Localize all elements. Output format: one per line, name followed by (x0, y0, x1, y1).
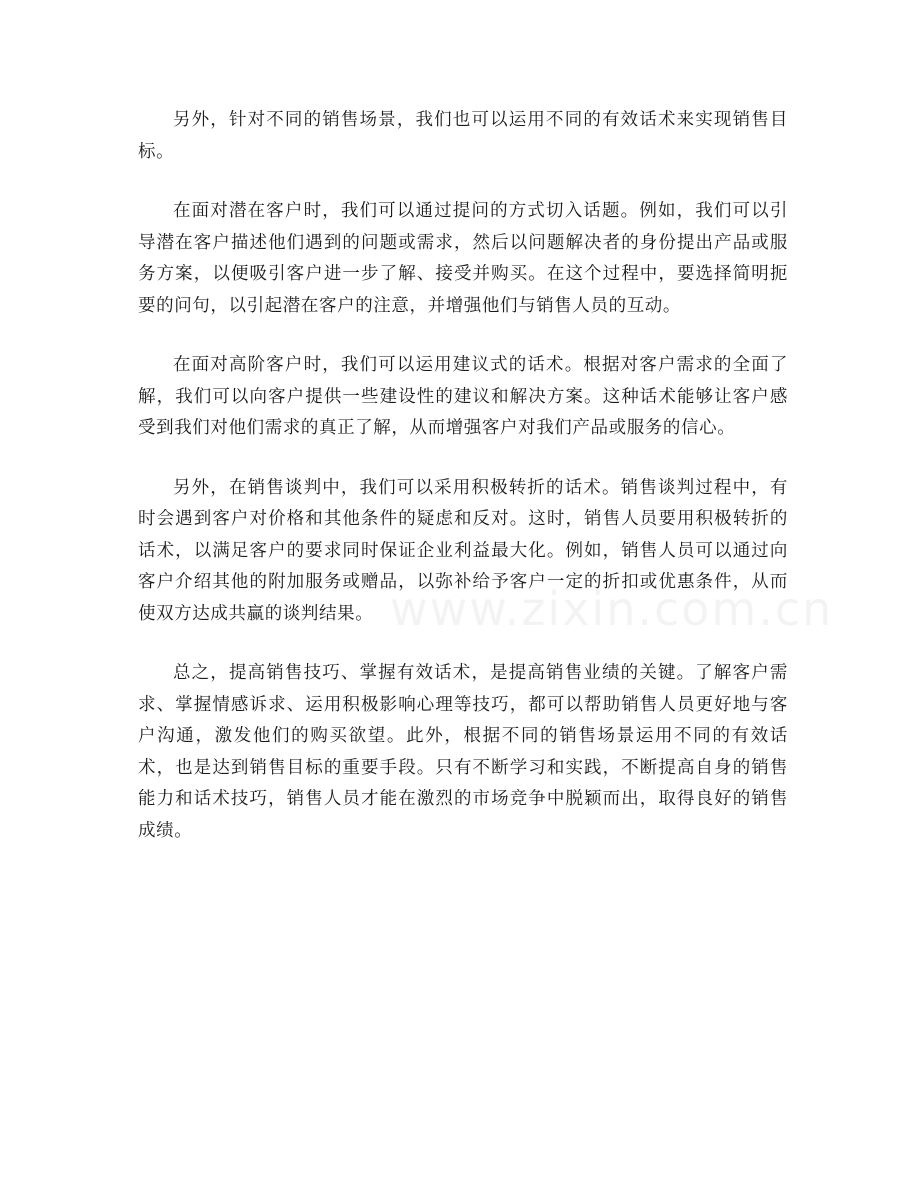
paragraph-4: 另外，在销售谈判中，我们可以采用积极转折的话术。销售谈判过程中，有时会遇到客户对价格和其他条件的疑虑和反对。这时，销售人员要用积极转折的话术，以满足客户的要求同时保证企业利益最大化。例如，销售人员可以通过向客户介绍其他的附加服务或赠品，以弥补给予客户一定的折扣或优惠条件，从而使双方达成共赢的谈判结果。 (138, 477, 788, 624)
paragraph-2: 在面对潜在客户时，我们可以通过提问的方式切入话题。例如，我们可以引导潜在客户描述他们遇到的问题或需求，然后以问题解决者的身份提出产品或服务方案，以便吸引客户进一步了解、接受并购买。在这个过程中，要选择简明扼要的问句，以引起潜在客户的注意，并增强他们与销售人员的互动。 (138, 201, 788, 316)
paragraph-3: 在面对高阶客户时，我们可以运用建议式的话术。根据对客户需求的全面了解，我们可以向客户提供一些建设性的建议和解决方案。这种话术能够让客户感受到我们对他们需求的真正了解，从而增强客户对我们产品或服务的信心。 (138, 355, 788, 438)
paragraph-1: 另外，针对不同的销售场景，我们也可以运用不同的有效话术来实现销售目标。 (138, 110, 788, 162)
watermark (390, 582, 833, 636)
document-body (138, 105, 788, 875)
paragraph-5: 总之，提高销售技巧、掌握有效话术，是提高销售业绩的关键。了解客户需求、掌握情感诉求、运用积极影响心理等技巧，都可以帮助销售人员更好地与客户沟通，激发他们的购买欲望。此外，根据不同的销售场景运用不同的有效话术，也是达到销售目标的重要手段。只有不断学习和实践，不断提高自身的销售能力和话术技巧，销售人员才能在激烈的市场竞争中脱颖而出，取得良好的销售成绩。 (138, 663, 788, 841)
